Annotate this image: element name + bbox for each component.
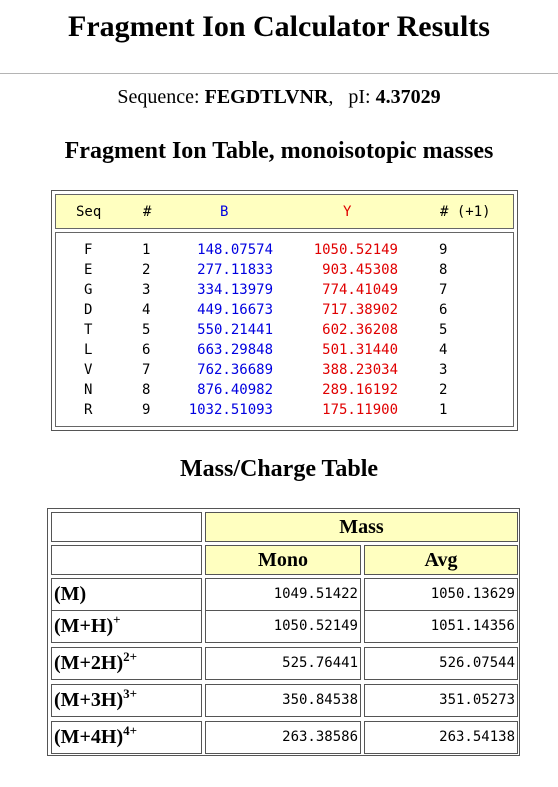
ion-label: (M+4H) <box>54 726 124 748</box>
mass-mono-value: 1049.51422 <box>205 578 361 611</box>
cell-seq: V <box>84 362 93 378</box>
header-b: B <box>220 204 229 220</box>
mass-charge-table <box>47 508 520 756</box>
mass-row-label <box>51 610 202 643</box>
header-y: Y <box>343 204 352 220</box>
cell-seq: G <box>84 282 93 298</box>
cell-ion-num: 2 <box>439 382 448 398</box>
cell-num: 2 <box>142 262 151 278</box>
cell-ion-num: 1 <box>439 402 448 418</box>
table-row <box>56 362 513 382</box>
table-row <box>56 342 513 362</box>
cell-b: 334.13979 <box>197 282 273 298</box>
sequence-label: Sequence: <box>117 86 200 108</box>
table-row <box>56 382 513 402</box>
cell-b: 550.21441 <box>197 322 273 338</box>
header-ion-num: # (+1) <box>440 204 491 220</box>
mass-row-label <box>51 721 202 754</box>
mass-header: Mass <box>205 512 518 542</box>
cell-y: 175.11900 <box>322 402 398 418</box>
header-num: # <box>143 204 152 220</box>
cell-num: 1 <box>142 242 151 258</box>
mass-row-label <box>51 647 202 680</box>
mass-avg-value: 526.07544 <box>364 647 518 680</box>
charge-superscript: 3+ <box>123 686 138 701</box>
charge-superscript: 2+ <box>123 649 138 664</box>
cell-seq: T <box>84 322 93 338</box>
sequence-value: FEGDTLVNR <box>204 86 329 108</box>
cell-seq: F <box>84 242 93 258</box>
cell-y: 717.38902 <box>322 302 398 318</box>
cell-y: 602.36208 <box>322 322 398 338</box>
cell-y: 501.31440 <box>322 342 398 358</box>
cell-seq: R <box>84 402 93 418</box>
table-row <box>56 402 513 422</box>
cell-b: 148.07574 <box>197 242 273 258</box>
table-row <box>56 242 513 262</box>
cell-ion-num: 5 <box>439 322 448 338</box>
cell-y: 289.16192 <box>322 382 398 398</box>
fragment-table-heading: Fragment Ion Table, monoisotopic masses <box>64 138 494 164</box>
ion-label: (M+2H) <box>54 652 124 674</box>
horizontal-rule <box>0 73 558 74</box>
cell-ion-num: 3 <box>439 362 448 378</box>
table-row <box>56 302 513 322</box>
cell-ion-num: 6 <box>439 302 448 318</box>
avg-header: Avg <box>364 545 518 575</box>
sequence-line: Sequence: FEGDTLVNR, pI: 4.37029 <box>117 86 441 108</box>
header-seq: Seq <box>76 204 102 220</box>
mass-row-label <box>51 578 202 611</box>
cell-num: 8 <box>142 382 151 398</box>
cell-seq: E <box>84 262 93 278</box>
cell-ion-num: 4 <box>439 342 448 358</box>
cell-b: 762.36689 <box>197 362 273 378</box>
fragment-table-header <box>55 194 514 229</box>
cell-b: 663.29848 <box>197 342 273 358</box>
mass-mono-value: 1050.52149 <box>205 610 361 643</box>
cell-seq: D <box>84 302 93 318</box>
pi-value: 4.37029 <box>375 86 441 108</box>
cell-b: 876.40982 <box>197 382 273 398</box>
cell-ion-num: 8 <box>439 262 448 278</box>
cell-b: 449.16673 <box>197 302 273 318</box>
empty-corner-cell <box>51 512 202 542</box>
ion-label: (M) <box>54 583 87 605</box>
cell-b: 277.11833 <box>197 262 273 278</box>
mass-charge-table-heading: Mass/Charge Table <box>179 456 379 482</box>
mass-avg-value: 1051.14356 <box>364 610 518 643</box>
cell-num: 6 <box>142 342 151 358</box>
cell-num: 5 <box>142 322 151 338</box>
fragment-ion-table <box>51 190 518 431</box>
pi-label: pI: <box>348 86 371 108</box>
table-row <box>56 282 513 302</box>
cell-y: 388.23034 <box>322 362 398 378</box>
cell-seq: N <box>84 382 93 398</box>
mass-mono-value: 525.76441 <box>205 647 361 680</box>
cell-num: 3 <box>142 282 151 298</box>
mono-header: Mono <box>205 545 361 575</box>
cell-y: 774.41049 <box>322 282 398 298</box>
cell-num: 9 <box>142 402 151 418</box>
table-row <box>56 262 513 282</box>
mass-mono-value: 263.38586 <box>205 721 361 754</box>
mass-avg-value: 1050.13629 <box>364 578 518 611</box>
mass-avg-value: 351.05273 <box>364 684 518 717</box>
cell-y: 903.45308 <box>322 262 398 278</box>
cell-num: 7 <box>142 362 151 378</box>
cell-y: 1050.52149 <box>313 242 398 258</box>
charge-superscript: + <box>113 612 121 627</box>
cell-seq: L <box>84 342 93 358</box>
cell-b: 1032.51093 <box>188 402 273 418</box>
cell-ion-num: 7 <box>439 282 448 298</box>
charge-superscript: 4+ <box>123 723 138 738</box>
mass-mono-value: 350.84538 <box>205 684 361 717</box>
ion-label: (M+H) <box>54 615 114 637</box>
empty-corner-cell <box>51 545 202 575</box>
table-row <box>56 322 513 342</box>
cell-ion-num: 9 <box>439 242 448 258</box>
fragment-table-body <box>55 232 514 427</box>
page-title: Fragment Ion Calculator Results <box>68 10 490 43</box>
mass-row-label <box>51 684 202 717</box>
cell-num: 4 <box>142 302 151 318</box>
ion-label: (M+3H) <box>54 689 124 711</box>
mass-avg-value: 263.54138 <box>364 721 518 754</box>
